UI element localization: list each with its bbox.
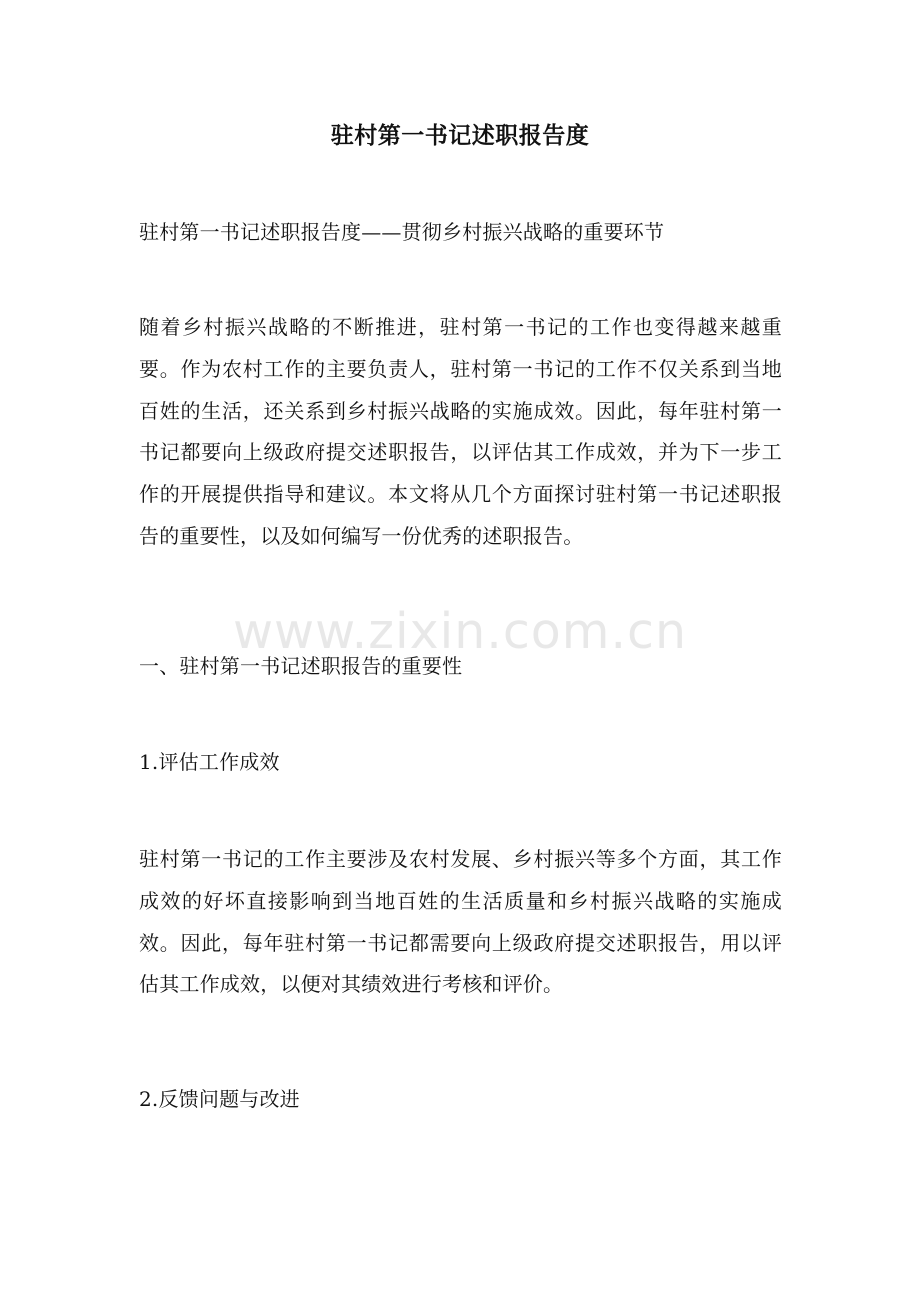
item-heading-evaluate: 1.评估工作成效: [139, 750, 280, 774]
item-heading-feedback: 2.反馈问题与改进: [139, 1087, 300, 1111]
item-paragraph-evaluate: 驻村第一书记的工作主要涉及农村发展、乡村振兴等多个方面，其工作成效的好坏直接影响到当地百姓的生活质量和乡村振兴战略的实施成效。因此，每年驻村第一书记都需要向上级政府提交述职报告，用以评估其工作成效，以便对其绩效进行考核和评价。: [139, 847, 782, 997]
section-heading-importance: 一、驻村第一书记述职报告的重要性: [139, 654, 463, 678]
document-title: 驻村第一书记述职报告度: [330, 122, 590, 149]
watermark: www.zixin.com.cn: [232, 603, 688, 660]
intro-paragraph: 随着乡村振兴战略的不断推进，驻村第一书记的工作也变得越来越重要。作为农村工作的主要负责人，驻村第一书记的工作不仅关系到当地百姓的生活，还关系到乡村振兴战略的实施成效。因此，每年驻村第一书记都要向上级政府提交述职报告，以评估其工作成效，并为下一步工作的开展提供指导和建议。本文将从几个方面探讨驻村第一书记述职报告的重要性，以及如何编写一份优秀的述职报告。: [139, 315, 782, 548]
document-subtitle: 驻村第一书记述职报告度——贯彻乡村振兴战略的重要环节: [139, 220, 665, 244]
